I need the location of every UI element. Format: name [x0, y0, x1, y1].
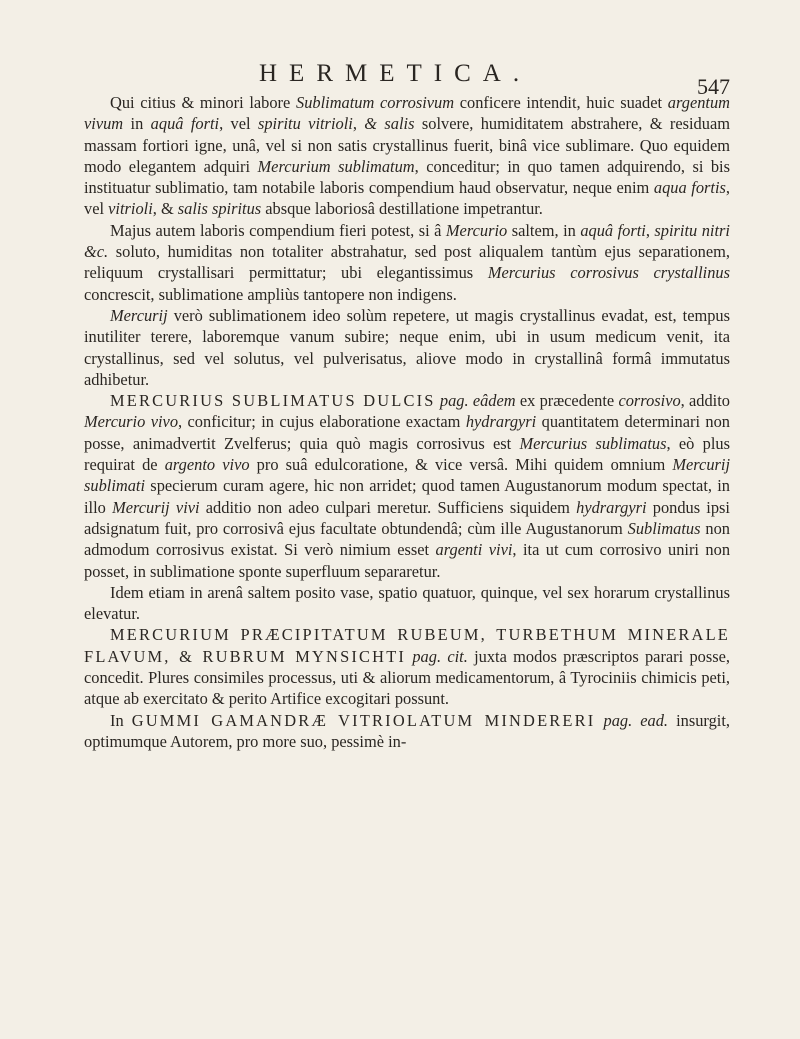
- text-run: , conceditur; in quo tamen adquirendo, si bis instituatur sublimatio, tam notabile laboris compendium haud observatur, neque enim: [84, 156, 730, 198]
- italic-term: Mercurius sublimatus: [519, 433, 667, 453]
- text-run: solvere, humiditatem abstrahere, & residuam massam fortiori igne, unâ, vel si non satis crystallinus fuerit, binâ vice sublimare. Quo equidem modo elegantem adquiri: [84, 114, 730, 176]
- text-run: Idem etiam in arenâ saltem posito vase, spatio quatuor, quinque, vel sex horarum crystallinus elevatur.: [84, 582, 730, 624]
- italic-term: vitrioli: [108, 199, 153, 219]
- paragraph: [84, 624, 730, 709]
- paragraph: [84, 582, 730, 625]
- text-run: , conficitur; in cujus elaboratione exactam: [178, 412, 466, 432]
- italic-term: argento vivo: [164, 455, 250, 475]
- running-title: HERMETICA.: [259, 60, 532, 87]
- text-run: , vel: [219, 114, 258, 134]
- text-run: conficere intendit, huic suadet: [454, 93, 668, 112]
- text-run: verò sublimationem ideo solùm repetere, ut magis crystallinus evadat, est, tempus inutiliter terere, laboremque vanum subire; neque enim, ubi in usum medicum venit, ita crystallinus, sed vel solutus, vel pulverisatus, aliove modo in crystallinâ formâ immutatus adhibetur.: [84, 305, 730, 389]
- text-run: soluto, humiditas non totaliter abstrahatur, sed post aliqualem tantùm ejus separationem, reliquum crystallisari permittatur; ubi elegantissimus: [84, 242, 730, 283]
- text-run: , &: [152, 199, 178, 219]
- paragraph: [84, 390, 730, 582]
- page-number: 547: [697, 74, 730, 99]
- text-run: Qui citius & minori labore: [110, 93, 296, 112]
- caps-heading: MERCURIUS SUBLIMATUS DULCIS: [110, 391, 436, 411]
- italic-term: argenti vivi: [435, 540, 513, 560]
- page-header: [84, 50, 730, 99]
- body-text: [84, 92, 730, 752]
- italic-term: Mercurius corrosivus crystallinus: [487, 263, 730, 283]
- text-run: non admodum corrosivus existat. Si verò nimium esset: [84, 518, 730, 560]
- text-run: Majus autem laboris compendium fieri potest, si â: [110, 220, 446, 240]
- caps-heading: MERCURIUM PRÆCIPITATUM RUBEUM, TURBETHUM MINERALE FLAVUM, & RUBRUM MYNSICHTI: [84, 625, 730, 666]
- text-run: pro suâ edulcoratione, & vice versâ. Mihi quidem omnium: [249, 455, 673, 475]
- italic-term: aquâ forti: [150, 114, 220, 134]
- italic-term: aqua fortis: [653, 178, 726, 198]
- text-run: In: [110, 710, 132, 730]
- italic-term: aquâ forti: [580, 220, 646, 240]
- text-run: in: [123, 114, 151, 134]
- italic-term: pag. cit.: [412, 646, 468, 666]
- text-run: , addito: [680, 391, 730, 411]
- text-run: pondus ipsi adsignatum fuit, pro corrosivâ ejus facultate obtundendâ; cùm ille Augustanorum: [84, 497, 730, 538]
- italic-term: Sublimatum corrosivum: [296, 93, 455, 112]
- italic-term: Mercurium sublimatum: [257, 156, 415, 176]
- italic-term: corrosivo: [618, 391, 681, 411]
- text-run: ,: [352, 114, 365, 134]
- italic-term: Mercurio vivo: [84, 412, 179, 432]
- italic-term: hydrargyri: [576, 497, 647, 517]
- italic-term: Mercurio: [445, 220, 508, 240]
- caps-heading: GUMMI GAMANDRÆ VITRIOLATUM MINDERERI: [131, 710, 596, 730]
- text-run: , vel: [84, 178, 730, 219]
- text-run: , eò plus requirat de: [84, 433, 730, 475]
- italic-term: spiritu vitrioli: [257, 114, 353, 134]
- paragraph: [84, 710, 730, 753]
- paragraph: [84, 92, 730, 220]
- text-run: saltem, in: [507, 220, 581, 240]
- italic-term: spiritu nitri &c.: [84, 220, 730, 262]
- text-run: absque laboriosâ destillatione impetrantur.: [261, 199, 543, 219]
- italic-term: argentum vivum: [84, 93, 730, 134]
- text-run: juxta modos præscriptos parari posse, concedit. Plures consimiles processus, uti & aliorum medicamentorum, â Tyrociniis chimicis peti, atque ab exercitato & perito Artifice excogitari possunt.: [84, 646, 730, 709]
- text-run: , ita ut cum corrosivo uniri non posset, in sublimatione sponte superfluum separaretur.: [84, 540, 731, 581]
- italic-term: & salis: [364, 114, 415, 134]
- text-run: additio non adeo culpari meretur. Sufficiens siquidem: [199, 497, 577, 517]
- italic-term: pag. ead.: [603, 710, 669, 730]
- italic-term: Sublimatus: [627, 518, 701, 538]
- text-run: concrescit, sublimatione ampliùs tantopere non indigens.: [84, 284, 457, 304]
- text-run: ,: [645, 220, 655, 240]
- paragraph: [84, 305, 730, 390]
- italic-term: pag. eâdem: [439, 391, 516, 411]
- italic-term: Mercurij sublimati: [84, 455, 730, 496]
- text-run: [595, 711, 603, 730]
- italic-term: salis spiritus: [177, 199, 262, 219]
- italic-term: Mercurij: [110, 305, 168, 325]
- paragraph: [84, 220, 730, 305]
- text-run: insurgit, optimumque Autorem, pro more suo, pessimè in-: [84, 710, 730, 751]
- text-run: specierum curam agere, hic non arridet; quod tamen Augustanorum modum spectat, in illo: [84, 476, 730, 517]
- text-run: ex præcedente: [515, 391, 619, 411]
- text-run: quantitatem determinari non posse, animadvertit Zvelferus; quia quò magis corrosivus est: [84, 412, 730, 453]
- italic-term: Mercurij vivi: [112, 497, 200, 517]
- italic-term: hydrargyri: [465, 412, 537, 432]
